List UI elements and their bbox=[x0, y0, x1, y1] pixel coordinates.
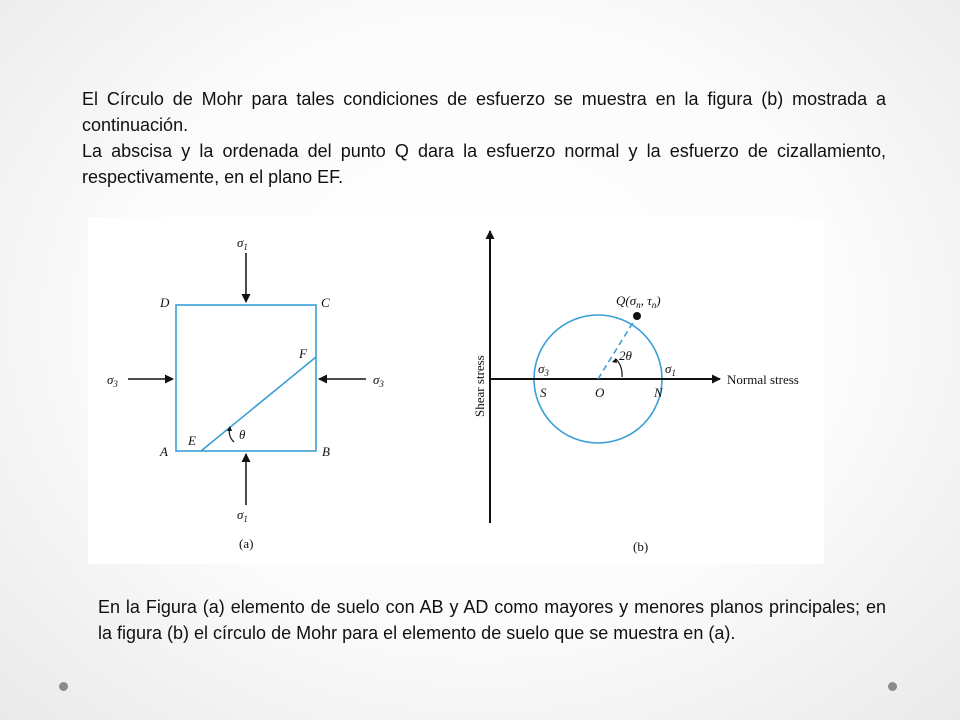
corner-c-label: C bbox=[321, 295, 330, 310]
intro-paragraph: El Círculo de Mohr para tales condiciones de esfuerzo se muestra en la figura (b) mostrada a continuación. bbox=[82, 89, 886, 135]
bullet-dot-left bbox=[59, 682, 68, 691]
abscissa-paragraph: La abscisa y la ordenada del punto Q dara la esfuerzo normal y la esfuerzo de cizallamiento, respectivamente, en el plano EF. bbox=[82, 141, 886, 187]
point-n-label: N bbox=[654, 385, 663, 400]
plane-ef-line bbox=[201, 357, 316, 451]
figure-svg bbox=[88, 217, 824, 564]
theta-label: θ bbox=[239, 427, 246, 442]
corner-d-label: D bbox=[160, 295, 170, 310]
sigma1-top-label: $\sigma_1$ bbox=[237, 235, 248, 252]
corner-b-label: B bbox=[322, 444, 330, 459]
soil-element-square bbox=[176, 305, 316, 451]
normal-stress-label: Normal stress bbox=[727, 372, 799, 387]
two-theta-label: 2θ bbox=[619, 348, 632, 363]
point-s-label: S bbox=[540, 385, 547, 400]
point-q-dot bbox=[633, 312, 641, 320]
figure-b-caption: (b) bbox=[633, 539, 649, 554]
point-q-label: $Q(\sigma_n$, $\tau_n$) bbox=[616, 293, 661, 310]
corner-a-label: A bbox=[160, 444, 168, 459]
figure-a bbox=[107, 235, 384, 551]
sigma3-circle-label: $\sigma_3$ bbox=[538, 361, 549, 378]
sigma3-left-label: $\sigma_3$ bbox=[107, 372, 118, 389]
sigma1-bottom-label: $\sigma_1$ bbox=[237, 507, 248, 524]
figure-description-paragraph: En la Figura (a) elemento de suelo con AB y AD como mayores y menores planos principales; en la figura (b) el círculo de Mohr para el elemento de suelo que se muestra en (a). bbox=[98, 597, 886, 643]
point-o-label: O bbox=[595, 385, 605, 400]
point-e-label: E bbox=[188, 433, 196, 448]
two-theta-arc-head bbox=[612, 358, 617, 363]
figure-a-caption: (a) bbox=[239, 536, 254, 551]
bullet-dot-right bbox=[888, 682, 897, 691]
mohr-figure bbox=[88, 217, 824, 564]
point-f-label: F bbox=[299, 346, 307, 361]
shear-stress-label: Shear stress bbox=[472, 355, 487, 417]
figure-b bbox=[472, 231, 799, 554]
sigma1-circle-label: $\sigma_1$ bbox=[665, 361, 676, 378]
sigma3-right-label: $\sigma_3$ bbox=[373, 372, 384, 389]
